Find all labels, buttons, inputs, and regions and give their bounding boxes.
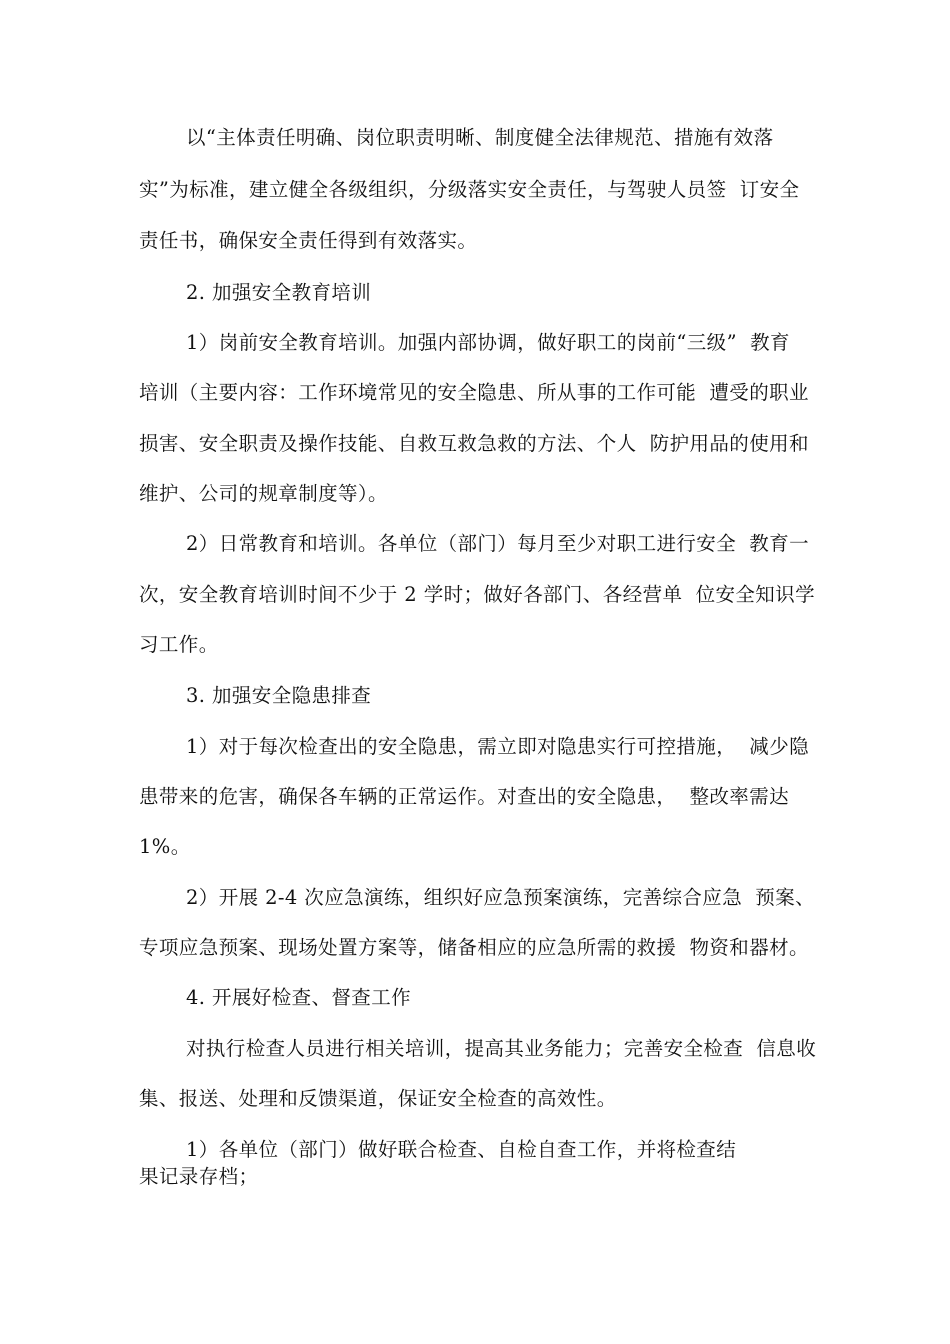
- text-line: 以“主体责任明确、岗位职责明晰、制度健全法律规范、措施有效落: [186, 126, 774, 149]
- text-line: 培训（主要内容：工作环境常见的安全隐患、所从事的工作可能 遭受的职业: [139, 381, 809, 404]
- text-line: 1）岗前安全教育培训。加强内部协调，做好职工的岗前“三级” 教育: [186, 331, 790, 354]
- text-line: 损害、安全职责及操作技能、自救互救急救的方法、个人 防护用品的使用和: [139, 432, 809, 455]
- text-line: 实”为标准，建立健全各级组织，分级落实安全责任，与驾驶人员签 订安全: [139, 178, 800, 201]
- section-heading: 2. 加强安全教育培训: [186, 281, 372, 304]
- text-line: 2）日常教育和培训。各单位（部门）每月至少对职工进行安全 教育一: [186, 532, 810, 555]
- text-line: 2）开展 2-4 次应急演练，组织好应急预案演练，完善综合应急 预案、: [186, 886, 816, 909]
- section-heading: 4. 开展好检查、督查工作: [186, 986, 412, 1009]
- text-line: 对执行检查人员进行相关培训，提高其业务能力；完善安全检查 信息收: [186, 1037, 817, 1060]
- text-line: 1）各单位（部门）做好联合检查、自检自查工作，并将检查结: [186, 1138, 737, 1161]
- text-line: 维护、公司的规章制度等）。: [139, 482, 388, 505]
- text-line: 责任书，确保安全责任得到有效落实。: [139, 229, 478, 252]
- text-line: 次，安全教育培训时间不少于 2 学时；做好各部门、各经营单 位安全知识学: [139, 583, 816, 606]
- text-line: 习工作。: [139, 633, 219, 656]
- text-line: 1%。: [139, 835, 191, 858]
- text-line: 专项应急预案、现场处置方案等，储备相应的应急所需的救援 物资和器材。: [139, 936, 809, 959]
- text-line: 集、报送、处理和反馈渠道，保证安全检查的高效性。: [139, 1087, 617, 1110]
- section-heading: 3. 加强安全隐患排查: [186, 684, 372, 707]
- text-line: 患带来的危害，确保各车辆的正常运作。对查出的安全隐患， 整改率需达: [139, 785, 789, 808]
- text-line: 果记录存档；: [139, 1165, 259, 1188]
- text-line: 1）对于每次检查出的安全隐患，需立即对隐患实行可控措施， 减少隐: [186, 735, 810, 758]
